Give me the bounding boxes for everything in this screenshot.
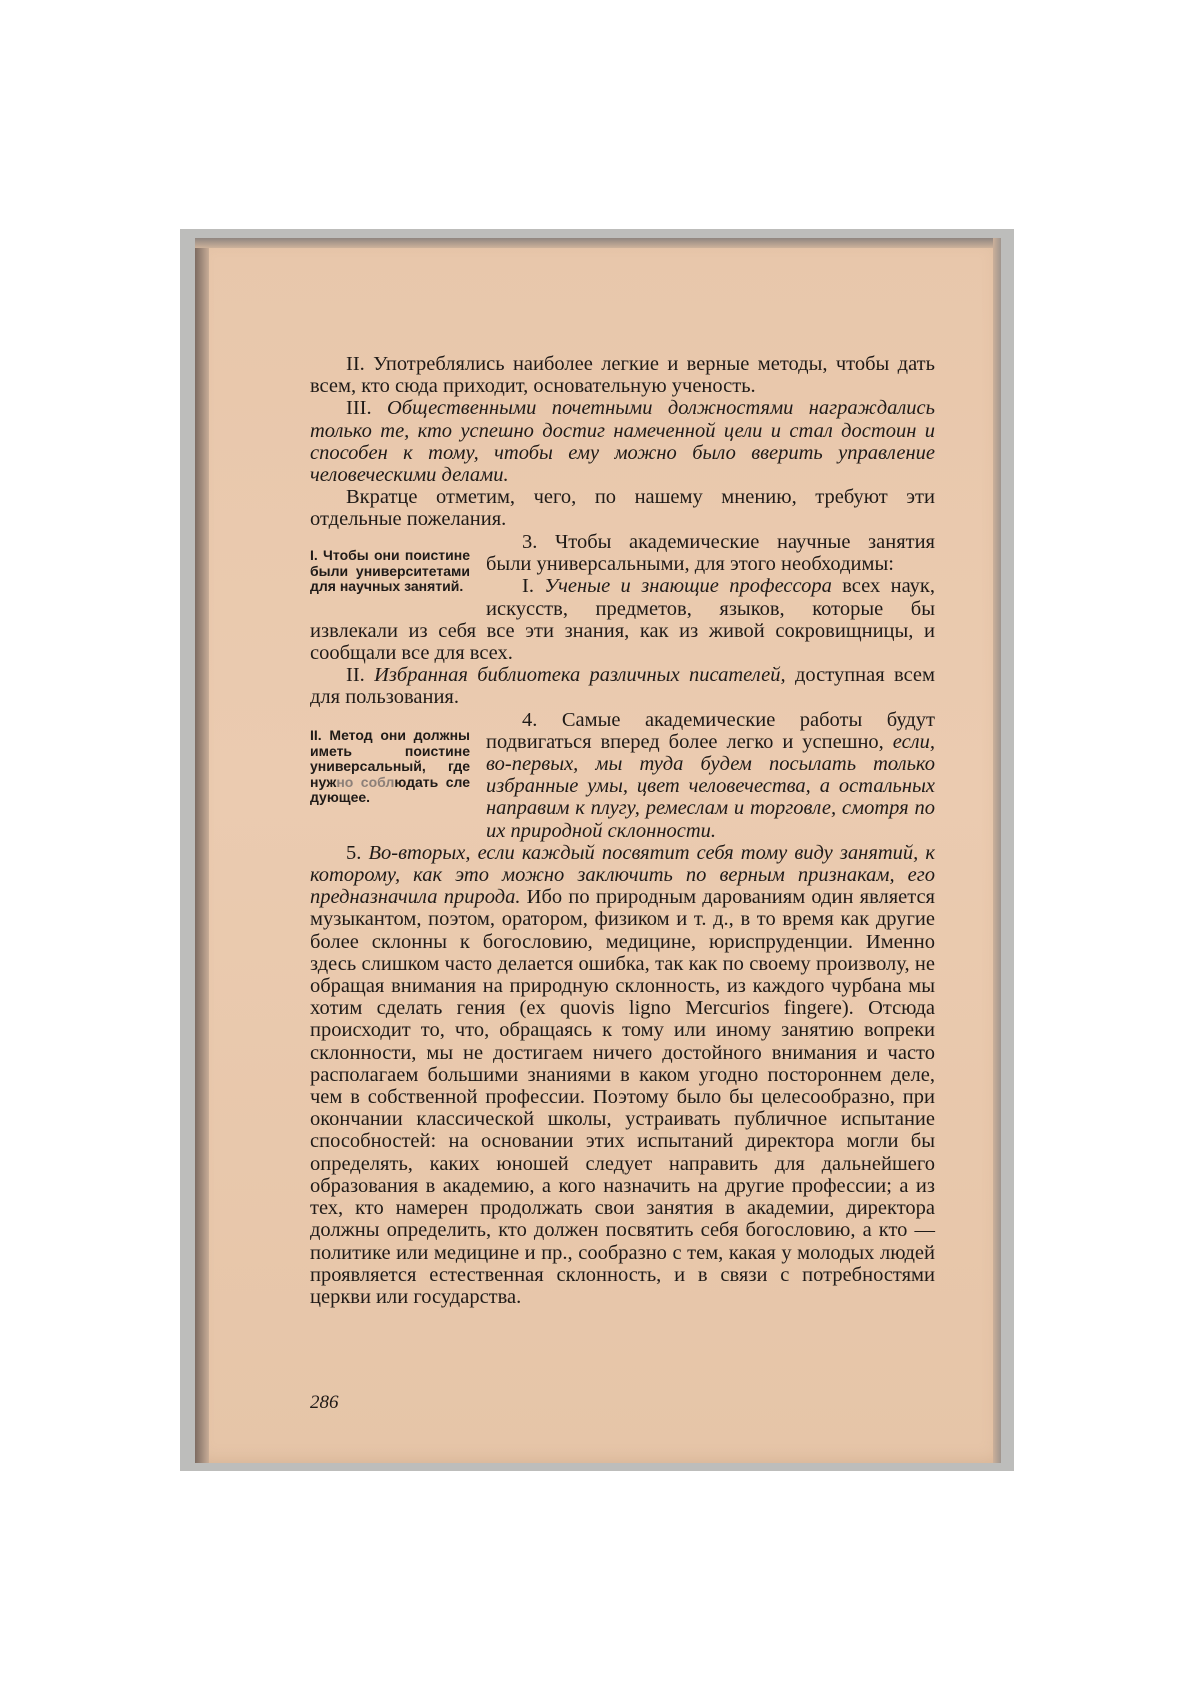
paragraph-professors-number: I.: [522, 575, 545, 598]
paragraph-universal: 3. Чтобы академические научные занятия были универсальными, для этого необходимы:: [486, 531, 935, 576]
side-note-method-text-c: дующее.: [310, 789, 371, 805]
page-number: 286: [310, 1392, 339, 1413]
paragraph-library-number: II.: [346, 664, 375, 687]
paragraph-work-plain: 4. Самые академические работы будут подвигаться вперед более легко и успешно,: [486, 708, 935, 753]
text-block-top: [310, 353, 935, 531]
side-note-universities: I. Чтобы они поистине были университетами для научных занятий.: [310, 547, 470, 594]
paragraph-offices-number: III.: [346, 397, 387, 420]
paragraph-library: [310, 664, 935, 708]
page-top-edge: [195, 238, 1001, 248]
side-note-method-text-b: юдать сле: [394, 773, 470, 790]
paragraph-offices: [310, 397, 935, 486]
paragraph-professors-rest: всех наук, искусств, предметов, языков, которые бы извлекали из себя все эти знания, как из живой сокровищницы, и сообщали все для всех.: [310, 575, 935, 665]
paragraph-vocation-number: 5.: [346, 841, 369, 864]
paragraph-professors-italic: Ученые и знающие профессора: [544, 575, 832, 598]
paragraph-vocation-rest: Ибо по природным дарованиям один является музыкантом, поэтом, оратором, физиком и т. д., в то время как другие более склонны к богословию, медицине, юриспруденции. Именно здесь слишком часто делается ошибка, так как по своему произволу, не обращая внимания на природную склонность, из каждого чурбана мы хотим сделать гения (ex quovis ligno Mercurios fingere). Отсюда происходит то, что, обращаясь к тому или иному занятию вопреки склонности, мы не достигаем ничего достойного внимания и часто располагаем большими знаниями в каком угодно постороннем деле, чем в собственной профессии. Поэтому было бы целесообразно, при окончании классической школы, устраивать публичное испытание способностей: на основании этих испытаний директора могли бы определять, каких юношей следует направить для дальнейшего образования в академию, а кого назначить на другие профессии; а из тех, кто намерен продолжать свои занятия в академии, директора должны определить, кто должен посвятить себя богословию, а кто — политике или медицине и пр., сообразно с тем, какая у молодых людей проявляется естественная склонность, и в связи с потребностями церкви или государства.: [310, 886, 935, 1308]
paragraph-vocation: [310, 842, 935, 1308]
paragraph-offices-italic: Общественными почетными должностями награждались только те, кто успешно достиг намеченной цели и стал достоин и способен к тому, чтобы ему можно было вверить управление человеческими делами.: [310, 397, 935, 487]
paragraph-library-italic: Избранная библиотека различных писателей,: [374, 664, 786, 687]
paragraph-library-rest: доступная всем для пользования.: [310, 664, 935, 709]
side-note-method-faded: но собл: [336, 773, 395, 790]
page-right-edge: [993, 238, 1001, 1463]
side-note-method: [310, 728, 470, 806]
page-binding-edge: [195, 238, 209, 1463]
paragraph-work-italic: если, во-первых, мы туда будем посылать только избранные умы, цвет человечества, а остальных направим к плугу, ремеслам и торговле, смотря по их природной склонности.: [486, 730, 935, 842]
side-note-method-text: II. Метод они должны иметь поистине универсальный, где нуж: [310, 727, 470, 790]
paragraph-methods: II. Употреблялись наиболее легкие и верные методы, чтобы дать всем, кто сюда приходит, основательную ученость.: [310, 353, 935, 398]
paragraph-summary: Вкратце отметим, чего, по нашему мнению, требуют эти отдельные пожелания.: [310, 486, 935, 531]
text-block-main: [310, 531, 935, 1308]
paragraph-vocation-italic: Во-вторых, если каждый посвятит себя тому виду занятий, к которому, как это можно заключить по верным признакам, его предназначила природа.: [310, 841, 936, 909]
